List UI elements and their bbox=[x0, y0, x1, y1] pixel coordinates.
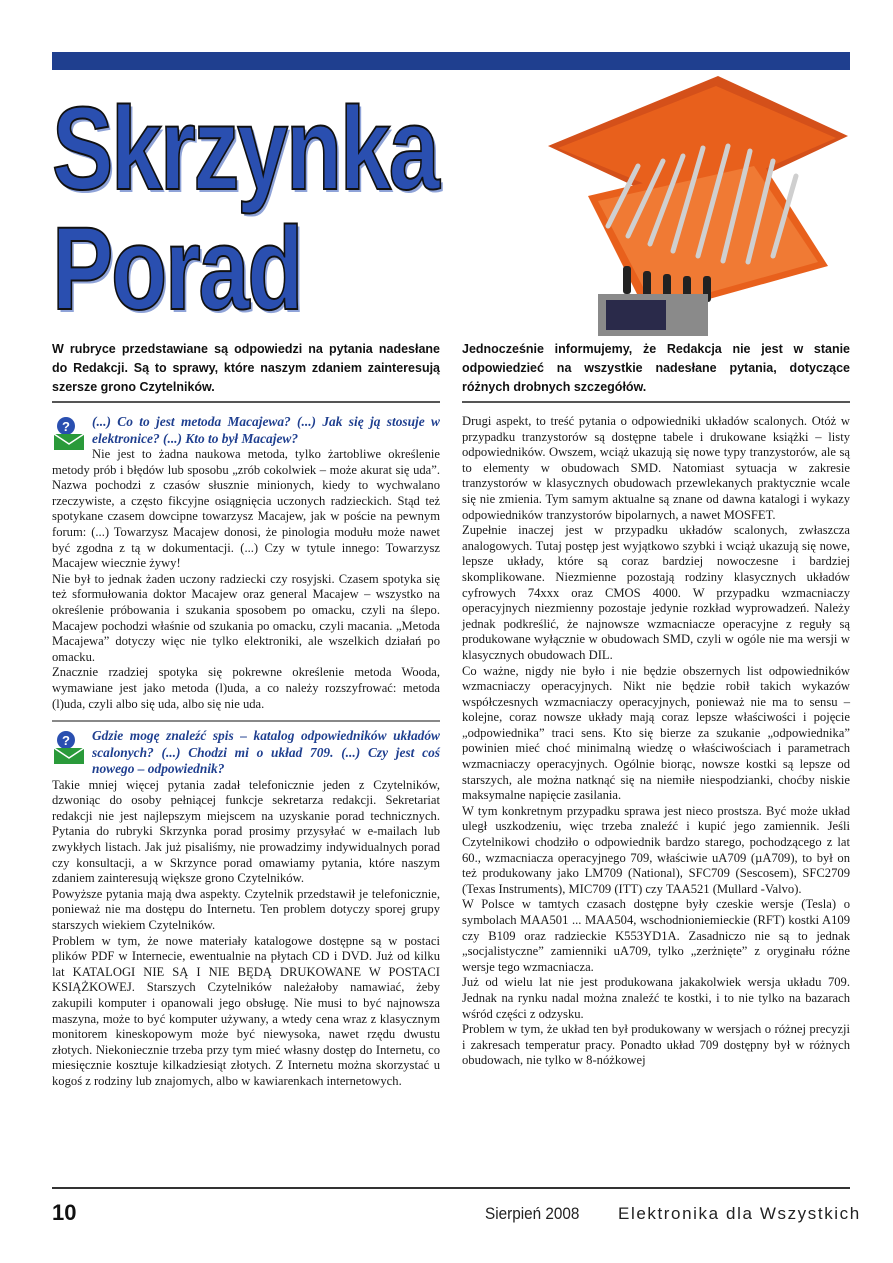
toolbox-illustration bbox=[528, 76, 850, 336]
envelope-question-icon bbox=[52, 730, 86, 766]
intro-left: W rubryce przedstawiane są odpowiedzi na pytania nadesłane do Redakcji. Są to sprawy, które naszym zdaniem zainteresują szersze grono Czytelników. bbox=[52, 342, 440, 394]
answer-paragraph: Nie jest to żadna naukowa metoda, tylko żartobliwe określenie metody prób i błędów lub sposobu „zrób cokolwiek – może akurat się uda”. Nazwa pochodzi z czasów słusznie minionych, kiedy to wychwalano rzeczywiste, a często fikcyjne osiągnięcia uczonych radzieckich. Stąd też spotykane czasem dowcipne towarzysz Macajew, jak w poście na pewnym forum: (...) Towarzysz Macajew donosi, że pinologia modułu może nawet być zgodna z tą w dokumentacji. (...) Czy w tytule innego: Towarzysz Macajew wiecznie żywy! bbox=[52, 447, 440, 571]
envelope-question-icon bbox=[52, 416, 86, 452]
article-paragraph: W tym konkretnym przypadku sprawa jest nieco prostsza. Być może układ uległ uszkodzeniu, więc trzeba znaleźć i kupić jego zamiennik. Jeśli Czytelnikowi chodziło o odpowiednik bardzo starego, pochodzącego z lat 60., wzmacniacza operacyjnego 709, właściwie uA709 (µA709), to był on też produkowany jako LM709 (National), SFC709 (Sescosem), SFC2709 (Texas Instruments), MIC709 (ITT) czy TAA521 (Mullard -Valvo). bbox=[462, 803, 850, 896]
header-bar bbox=[52, 52, 850, 70]
issue-date: Sierpień 2008 bbox=[485, 1204, 580, 1223]
question-block-2 bbox=[52, 728, 440, 1089]
intro-right: Jednocześnie informujemy, że Redakcja nie jest w stanie odpowiedzieć na wszystkie nadesłane pytania, dotyczące różnych drobnych szczegółów. bbox=[462, 342, 850, 394]
question-text: Gdzie mogę znaleźć spis – katalog odpowiedników układów scalonych? (...) Chodzi mi o układ 709. (...) Czy jest coś nowego – odpowiednik? bbox=[92, 728, 440, 777]
article-paragraph: Już od wielu lat nie jest produkowana jakakolwiek wersja układu 709. Jednak na rynku nadal można znaleźć te kostki, i to nie tylko na bazarach wśród części z odzysku. bbox=[462, 975, 850, 1021]
answer-paragraph: Takie mniej więcej pytania zadał telefonicznie jeden z Czytelników, dzwoniąc do osoby pełniącej funkcje sekretarza redakcji. Sekretariat redakcji nie jest najlepszym miejscem na uzyskanie porad technicznych. Pytania do rubryki Skrzynka porad prosimy przysyłać w e-mailach lub zwykłych listach. Jak już pisaliśmy, nie prowadzimy indywidualnych porad czy konsultacji, a w Skrzynce porad omawiamy pytania, które naszym zdaniem zainteresują większe grono Czytelników. bbox=[52, 777, 440, 886]
article-paragraph: Co ważne, nigdy nie było i nie będzie obszernych list odpowiedników wzmacniaczy operacyjnych. Nikt nie będzie robił takich wykazów współczesnych wzmacniaczy operacyjnych, ponieważ nie ma to sensu – kolejne, coraz nowsze układy mają coraz lepsze właściwości i pojęcie „odpowiednika” traci sens. Kto się bierze za szukanie „odpowiednika” powinien mieć choć minimalną wiedzę o właściwościach i parametrach wzmacniaczy operacyjnych. Ogólnie biorąc, nowsze kostki są lepsze od starszych, ale można natknąć się na niemiłe niespodzianki, choćby niskie maksymalne napięcie zasilania. bbox=[462, 663, 850, 803]
left-column bbox=[52, 414, 440, 1089]
intro-divider-right bbox=[462, 401, 850, 403]
question-text: (...) Co to jest metoda Macajewa? (...) Jak się ją stosuje w elektronice? (...) Kto to był Macajew? bbox=[92, 414, 440, 446]
article-paragraph: W Polsce w tamtych czasach dostępne były czeskie wersje (Tesla) o symbolach MAA501 ... MAA504, wschodnioniemieckie (RFT) kostki A109 czy B109 oraz radzieckie K553YD1A. Zasadniczo nie są to jednak „socjalistyczne” zamienniki uA709, tylko „zerżnięte” z oryginału różne wersje tego wzmacniacza. bbox=[462, 897, 850, 974]
question-divider bbox=[52, 720, 440, 722]
page-title-line1: Skrzynka bbox=[52, 83, 438, 215]
page-title-line2: Porad bbox=[52, 203, 302, 335]
article-paragraph: Drugi aspekt, to treść pytania o odpowiedniki układów scalonych. Otóż w przypadku tranzystorów są dostępne tabele i drukowane książki – listy odpowiedników. Owszem, wciąż ukazują się nowe typy tranzystorów, ale są to elementy w obudowach SMD. Natomiast sytuacja w zakresie tranzystorów w klasycznych obudowach przewlekanych praktycznie wcale się nie zmienia. Tym samym aktualne są znane od dawna katalogi i wykazy odpowiedników tranzystorów bipolarnych, a nawet MOSFET. bbox=[462, 414, 850, 522]
footer-divider bbox=[52, 1187, 850, 1189]
answer-paragraph: Znacznie rzadziej spotyka się pokrewne określenie metoda Wooda, wymawiane jest jako metoda (l)uda, a co należy rozszyfrować: metoda (l)uda, czyli albo się uda, albo się nie uda. bbox=[52, 665, 440, 711]
right-column bbox=[462, 414, 850, 1069]
magazine-name: Elektronika dla Wszystkich bbox=[618, 1204, 861, 1223]
question-block-1 bbox=[52, 414, 440, 712]
intro-divider-left bbox=[52, 401, 440, 403]
page-number: 10 bbox=[52, 1200, 77, 1225]
svg-text:?: ? bbox=[62, 733, 70, 749]
article-paragraph: Problem w tym, że układ ten był produkowany w wersjach o różnej precyzji i zakresach temperatur pracy. Ponadto układ 709 dostępny był w różnych obudowach, nie tylko w 8-nóżkowej bbox=[462, 1022, 850, 1068]
answer-paragraph: Problem w tym, że nowe materiały katalogowe dostępne są w postaci plików PDF w Internecie, ewentualnie na płytach CD i DVD. Już od kilku lat KATALOGI NIE SĄ I NIE BĘDĄ DRUKOWANE W POSTACI KSIĄŻKOWEJ. Starszych Czytelników należałoby namawiać, żeby zakupili komputer i opanowali jego obsługę. Nie musi to być najnowsza maszyna, może to być komputer używany, a wtedy cena wraz z klasycznym monitorem kineskopowym może być niewysoka, nawet rzędu dwustu złotych. Niekoniecznie trzeba przy tym mieć własny dostęp do Internetu, co miesięcznie kosztuje kilkadziesiąt złotych. Z Internetu można skorzystać u kogoś z rodziny lub znajomych, albo w kawiarenkach internetowych. bbox=[52, 933, 440, 1088]
svg-text:?: ? bbox=[62, 419, 70, 434]
answer-paragraph: Nie był to jednak żaden uczony radziecki czy rosyjski. Czasem spotyka się też sformułowania doktor Macajew oraz general Macajew – wszystko na określenie próbowania i szukania sposobem po omacku, czyli na ślepo. Macajew pochodzi właśnie od szukania po omacku, czyli macania. „Metoda Macajewa” dotyczy więc nie tylko elektroniki, ale wszelkich działań po omacku. bbox=[52, 571, 440, 664]
article-paragraph: Zupełnie inaczej jest w przypadku układów scalonych, zwłaszcza analogowych. Tutaj postęp jest wyjątkowo szybki i wciąż ukazują się nowe, lepsze układy, które są coraz bardziej nowoczesne i bardziej skomplikowane. Niezmienne pozostają rodziny klasycznych układów cyfrowych 74xxx oraz CMOS 4000. W przypadku wzmacniaczy operacyjnych niezmienny pozostaje jedynie rozkład wyprowadzeń. Należy jednak podkreślić, że najnowsze wzmacniacze operacyjne z reguły są produkowane wyłącznie w obudowach SMD, czyli w ogóle nie ma wersji w klasycznych obudowach DIL. bbox=[462, 523, 850, 662]
answer-paragraph: Powyższe pytania mają dwa aspekty. Czytelnik przedstawił je telefonicznie, ponieważ nie ma dostępu do Internetu. Ten problem dotyczy sporej grupy starszych wiekiem Czytelników. bbox=[52, 886, 440, 932]
